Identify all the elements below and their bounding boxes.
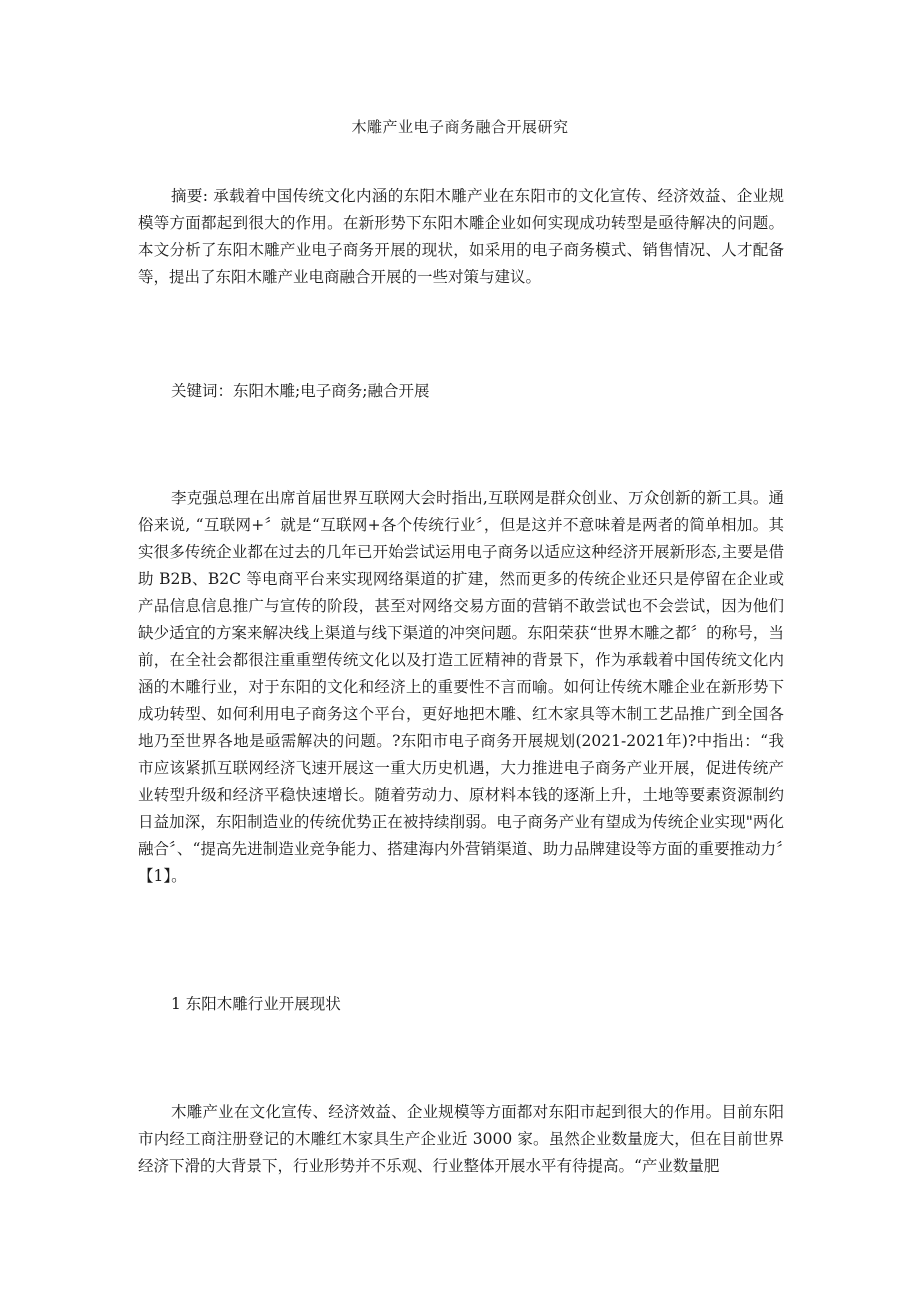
document-title: 木雕产业电子商务融合开展研究 xyxy=(351,118,569,136)
keywords-line: 关键词：东阳木雕;电子商务;融合开展 xyxy=(171,382,430,400)
body-paragraph-1: 李克强总理在出席首届世界互联网大会时指出,互联网是群众创业、万众创新的新工具。通俗来说, “互联网+〞就是“互联网+各个传统行业〞，但是这并不意味着是两者的简单相加。其实很多传统企业都在过去的几年已开始尝试运用电子商务以适应这种经济开展新形态,主要是借助 B2B、B2C 等电商平台来实现网络渠道的扩建，然而更多的传统企业还只是停留在企业或产品信息信息推广与宣传的阶段，甚至对网络交易方面的营销不敢尝试也不会尝试，因为他们缺少适宜的方案来解决线上渠道与线下渠道的冲突问题。东阳荣获“世界木雕之都〞的称号，当前，在全社会都很注重重塑传统文化以及打造工匠精神的背景下，作为承载着中国传统文化内涵的木雕行业，对于东阳的文化和经济上的重要性不言而喻。如何让传统木雕企业在新形势下成功转型、如何利用电子商务这个平台，更好地把木雕、红木家具等木制工艺品推广到全国各地乃至世界各地是亟需解决的问题。?东阳市电子商务开展规划(2021-2021年)?中指出：“我市应该紧抓互联网经济飞速开展这一重大历史机遇，大力推进电子商务产业开展，促进传统产业转型升级和经济平稳快速增长。随着劳动力、原材料本钱的逐渐上升，土地等要素资源制约日益加深，东阳制造业的传统优势正在被持续削弱。电子商务产业有望成为传统企业实现"两化融合〞、“提高先进制造业竞争能力、搭建海内外营销渠道、助力品牌建设等方面的重要推动力〞【1】。 xyxy=(138,489,784,885)
section-heading-1: 1 东阳木雕行业开展现状 xyxy=(171,995,341,1013)
abstract-paragraph: 摘要: 承载着中国传统文化内涵的东阳木雕产业在东阳市的文化宣传、经济效益、企业规模等方面都起到很大的作用。在新形势下东阳木雕企业如何实现成功转型是亟待解决的问题。本文分析了东阳木雕产业电子商务开展的现状，如采用的电子商务模式、销售情况、人才配备等，提出了东阳木雕产业电商融合开展的一些对策与建议。 xyxy=(138,187,784,286)
body-paragraph-2: 木雕产业在文化宣传、经济效益、企业规模等方面都对东阳市起到很大的作用。目前东阳市内经工商注册登记的木雕红木家具生产企业近 3000 家。虽然企业数量庞大，但在目前世界经济下滑的大背景下，行业形势并不乐观、行业整体开展水平有待提高。“产业数量肥 xyxy=(138,1103,784,1175)
